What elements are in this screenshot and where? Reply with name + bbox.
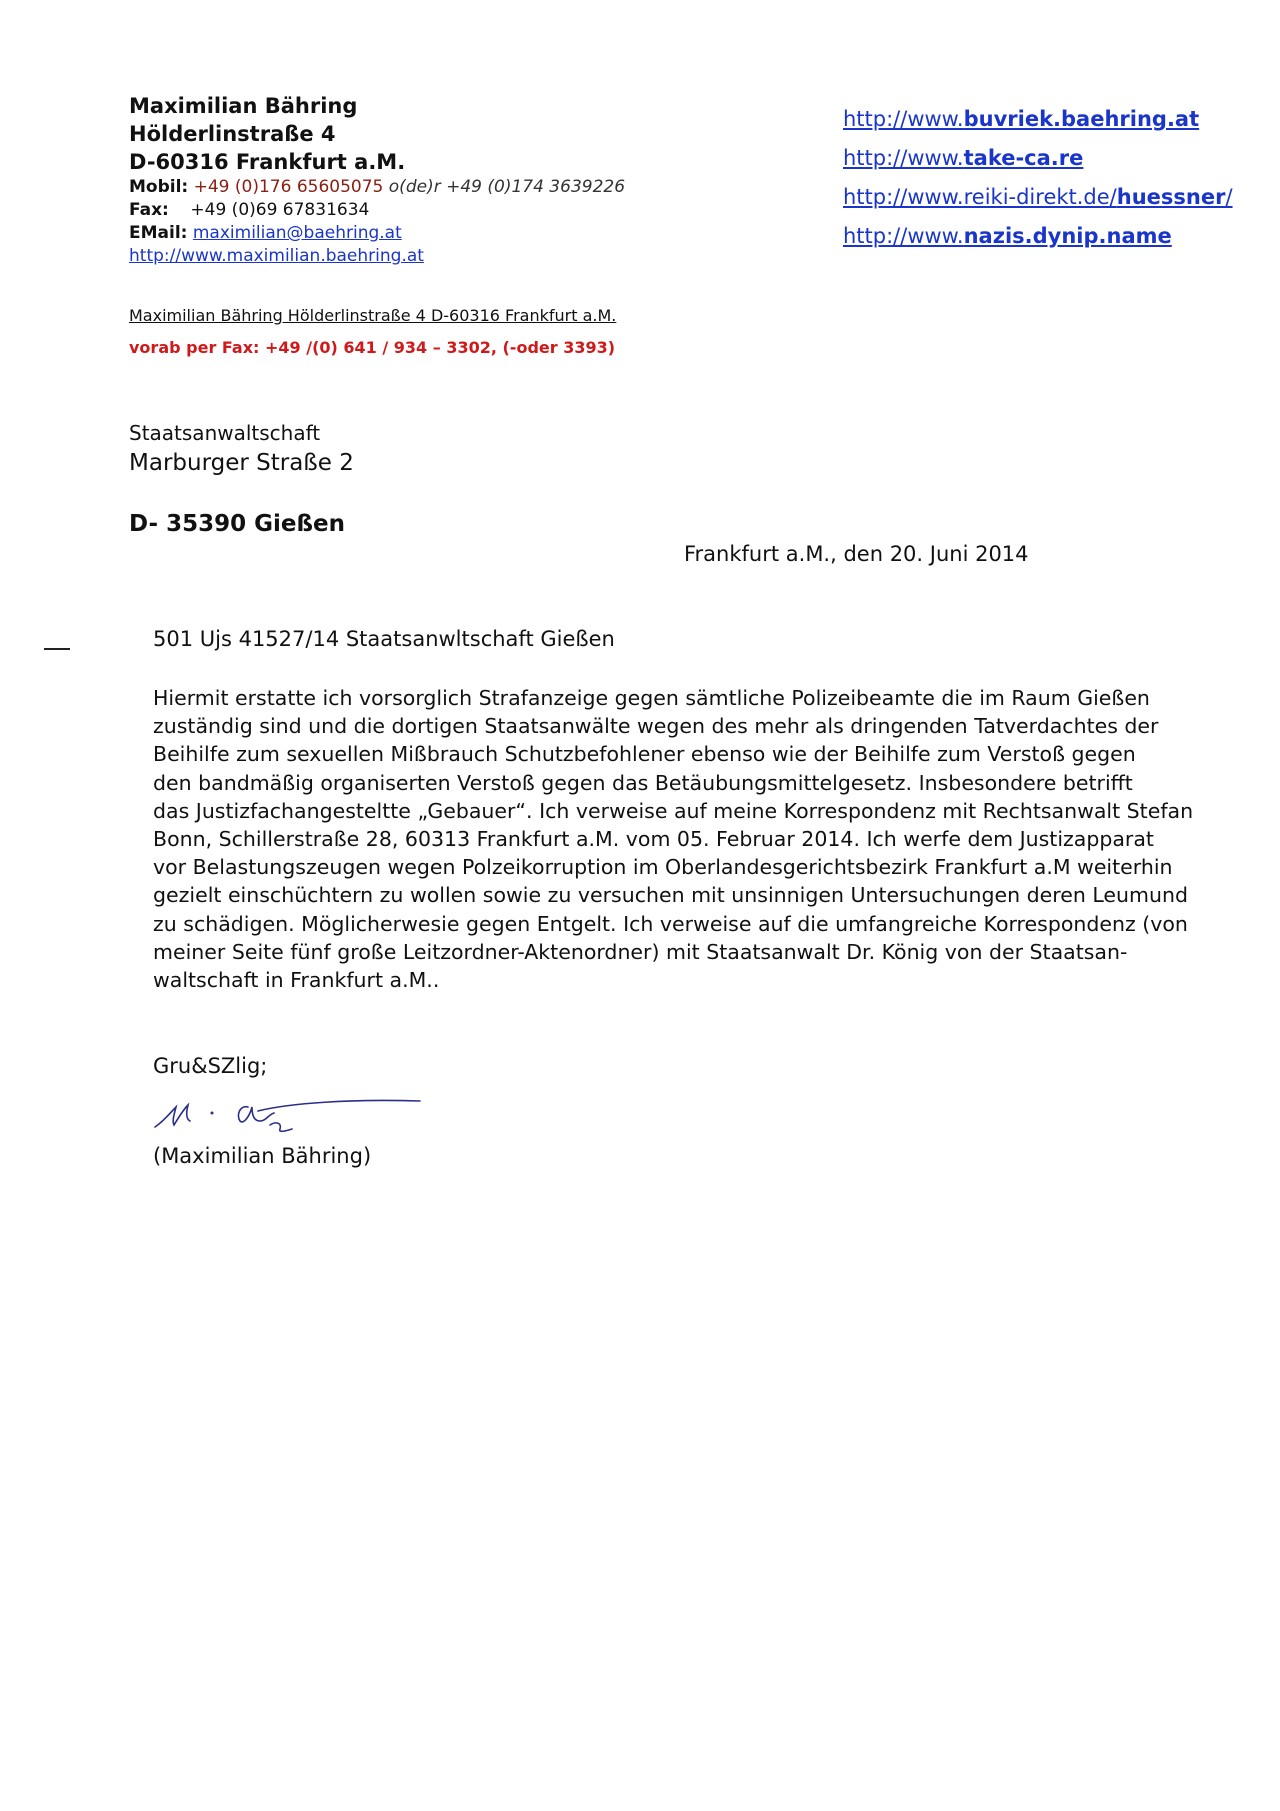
- fax-line: [129, 199, 625, 222]
- link-buvriek[interactable]: http://www.buvriek.baehring.at: [843, 107, 1200, 131]
- sender-address: [129, 92, 405, 176]
- email-label: EMail:: [129, 223, 188, 243]
- greeting: Gru&SZlig;: [153, 1054, 268, 1078]
- body-line: vor Belastungszeugen wegen Polzeikorruption im Oberlandesgerichtsbezirk Frankfurt a.M weiterhin: [153, 855, 1173, 880]
- email-line: [129, 222, 625, 245]
- mobile-number-1: +49 (0)176 65605075: [193, 177, 384, 197]
- signature-name: (Maximilian Bähring): [153, 1144, 372, 1168]
- website-line: [129, 245, 625, 268]
- recipient-line-3: D- 35390 Gießen: [129, 511, 345, 537]
- body-line: den bandmäßig organiserten Verstoß gegen das Betäubungsmittelgesetz. Insbesondere betrifft: [153, 770, 1133, 795]
- fax-notice: vorab per Fax: +49 /(0) 641 / 934 – 3302, (-oder 3393): [129, 338, 616, 357]
- handwritten-signature: [150, 1085, 430, 1149]
- body-line: zu schädigen. Möglicherwesie gegen Entgelt. Ich verweise auf die umfangreiche Korrespondenz (von: [153, 911, 1188, 936]
- recipient-line-1: Staatsanwaltschaft: [129, 421, 321, 445]
- body-line: Beihilfe zum sexuellen Mißbrauch Schutzbefohlener ebenso wie der Beihilfe zum Verstoß gegen: [153, 742, 1136, 767]
- body-line: das Justizfachangesteltte „Gebauer“. Ich verweise auf meine Korrespondenz mit Rechtsanwalt Stefan: [153, 798, 1194, 823]
- email-link[interactable]: maximilian@baehring.at: [192, 223, 402, 243]
- letter-body: [153, 684, 1193, 994]
- fold-mark: [44, 648, 70, 650]
- sender-contact: [129, 176, 625, 268]
- fax-number: +49 (0)69 67831634: [190, 200, 370, 220]
- reference-line: 501 Ujs 41527/14 Staatsanwltschaft Gießen: [153, 627, 615, 651]
- website-link[interactable]: http://www.maximilian.baehring.at: [129, 246, 424, 266]
- return-address: Maximilian Bähring Hölderlinstraße 4 D-60316 Frankfurt a.M.: [129, 306, 617, 325]
- body-line: Bonn, Schillerstraße 28, 60313 Frankfurt a.M. vom 05. Februar 2014. Ich werfe dem Justizapparat: [153, 827, 1154, 852]
- body-line: Hiermit erstatte ich vorsorglich Strafanzeige gegen sämtliche Polizeibeamte die im Raum Gießen: [153, 686, 1150, 710]
- fax-label: Fax:: [129, 200, 169, 220]
- link-reiki[interactable]: http://www.reiki-direkt.de/huessner/: [843, 185, 1233, 209]
- sender-name: Maximilian Bähring: [129, 94, 358, 118]
- body-line: meiner Seite fünf große Leitzordner-Aktenordner) mit Staatsanwalt Dr. König von der Staatsan-: [153, 939, 1128, 964]
- body-line: gezielt einschüchtern zu wollen sowie zu versuchen mit unsinnigen Untersuchungen deren Leumund: [153, 883, 1188, 908]
- mobile-label: Mobil:: [129, 177, 189, 197]
- sender-street: Hölderlinstraße 4: [129, 122, 336, 146]
- link-take-care[interactable]: http://www.take-ca.re: [843, 146, 1084, 170]
- link-list: [843, 100, 1233, 256]
- mobile-line: [129, 176, 625, 199]
- sender-city: D-60316 Frankfurt a.M.: [129, 150, 406, 174]
- body-line: waltschaft in Frankfurt a.M..: [153, 968, 440, 993]
- link-nazis[interactable]: http://www.nazis.dynip.name: [843, 224, 1172, 248]
- letter-date: Frankfurt a.M., den 20. Juni 2014: [684, 542, 1029, 566]
- mobile-or: o(de)r: [388, 177, 441, 197]
- recipient-line-2: Marburger Straße 2: [129, 450, 354, 476]
- body-line: zuständig sind und die dortigen Staatsanwälte wegen des mehr als dringenden Tatverdachtes der: [153, 714, 1159, 739]
- mobile-number-2: +49 (0)174 3639226: [446, 177, 626, 197]
